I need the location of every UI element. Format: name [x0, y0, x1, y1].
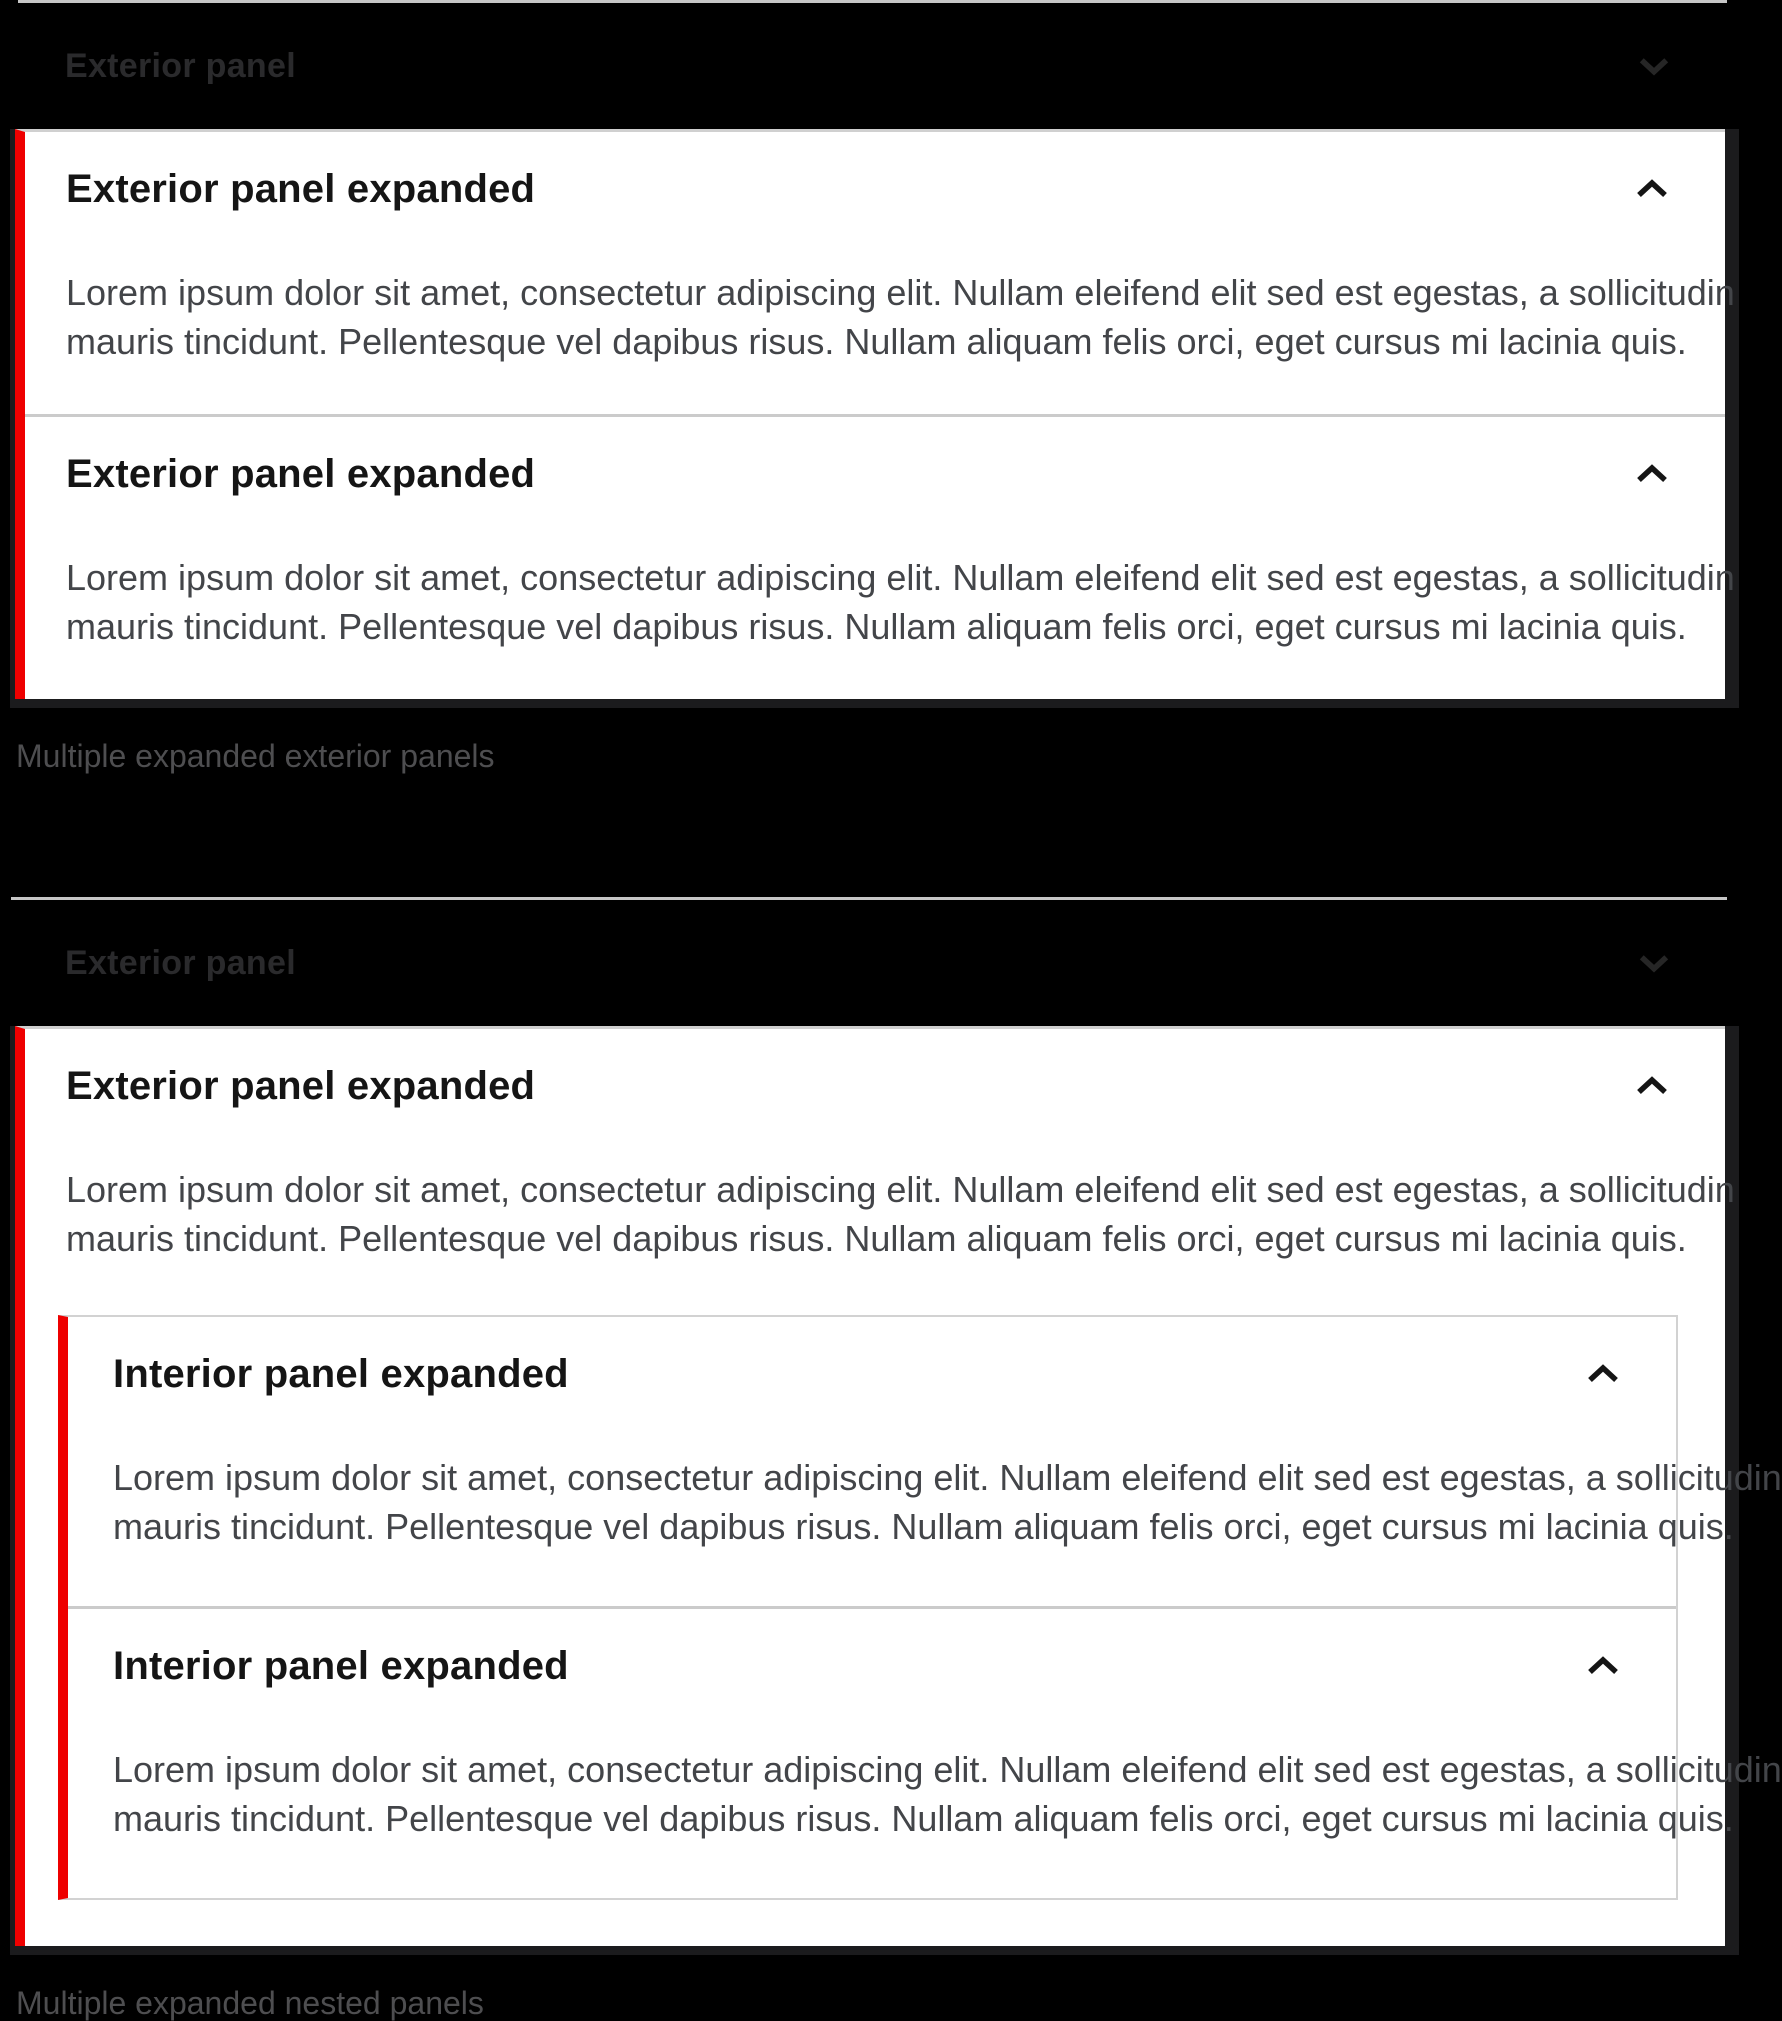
panel-title: Interior panel expanded — [113, 1352, 569, 1396]
panel-header[interactable] — [113, 1643, 1620, 1689]
interior-panel-expanded-1 — [68, 1317, 1782, 1606]
panel-body-text: Lorem ipsum dolor sit amet, consectetur adipiscing elit. Nullam eleifend elit sed est egestas, a sollicitudin mauris tincidunt. Pellentesque vel dapibus risus. Nullam aliquam felis orci, eget cursus mi lacinia quis. — [66, 1169, 1735, 1259]
example-caption: Multiple expanded nested panels — [16, 1985, 484, 2021]
chevron-down-icon — [1638, 952, 1670, 974]
exterior-panel-expanded-outer — [25, 1029, 1782, 1946]
panel-body-text: Lorem ipsum dolor sit amet, consectetur adipiscing elit. Nullam eleifend elit sed est egestas, a sollicitudin mauris tincidunt. Pellentesque vel dapibus risus. Nullam aliquam felis orci, eget cursus mi lacinia quis. — [113, 1749, 1782, 1839]
panel-body-text: Lorem ipsum dolor sit amet, consectetur adipiscing elit. Nullam eleifend elit sed est egestas, a sollicitudin mauris tincidunt. Pellentesque vel dapibus risus. Nullam aliquam felis orci, eget cursus mi lacinia quis. — [66, 557, 1735, 647]
chevron-up-icon — [1635, 178, 1669, 200]
collapsed-panel-header[interactable] — [0, 3, 1728, 129]
chevron-down-icon — [1638, 55, 1670, 77]
collapsed-panel-header[interactable] — [0, 900, 1728, 1026]
chevron-up-icon — [1586, 1655, 1620, 1677]
chevron-up-icon — [1635, 463, 1669, 485]
interior-panel-expanded-2 — [68, 1609, 1782, 1898]
exterior-panel-stack — [10, 129, 1739, 708]
exterior-panel-card — [15, 1026, 1782, 1946]
panel-title: Exterior panel expanded — [66, 452, 536, 496]
interior-panel-group — [58, 1315, 1782, 1900]
chevron-up-icon — [1635, 1075, 1669, 1097]
example-caption: Multiple expanded exterior panels — [16, 738, 495, 774]
nested-panel-stack — [10, 1026, 1782, 1955]
exterior-panel-card — [15, 129, 1735, 699]
panel-header[interactable] — [66, 1063, 1669, 1109]
panel-title: Exterior panel expanded — [66, 1064, 536, 1108]
section-nested-panels — [0, 900, 1782, 2021]
panel-body-text: Lorem ipsum dolor sit amet, consectetur adipiscing elit. Nullam eleifend elit sed est egestas, a sollicitudin mauris tincidunt. Pellentesque vel dapibus risus. Nullam aliquam felis orci, eget cursus mi lacinia quis. — [113, 1457, 1782, 1547]
panel-title: Interior panel expanded — [113, 1644, 569, 1688]
panel-header[interactable] — [66, 166, 1669, 212]
exterior-panel-expanded-2 — [25, 417, 1735, 699]
panel-body-text: Lorem ipsum dolor sit amet, consectetur adipiscing elit. Nullam eleifend elit sed est egestas, a sollicitudin mauris tincidunt. Pellentesque vel dapibus risus. Nullam aliquam felis orci, eget cursus mi lacinia quis. — [66, 272, 1735, 362]
panel-header[interactable] — [113, 1351, 1620, 1397]
section-exterior-panels — [0, 3, 1744, 774]
collapsed-panel-label: Exterior panel — [65, 47, 296, 85]
panel-header[interactable] — [66, 451, 1669, 497]
exterior-panel-expanded-1 — [25, 132, 1735, 414]
collapsed-panel-label: Exterior panel — [65, 944, 296, 982]
panel-title: Exterior panel expanded — [66, 167, 536, 211]
chevron-up-icon — [1586, 1363, 1620, 1385]
